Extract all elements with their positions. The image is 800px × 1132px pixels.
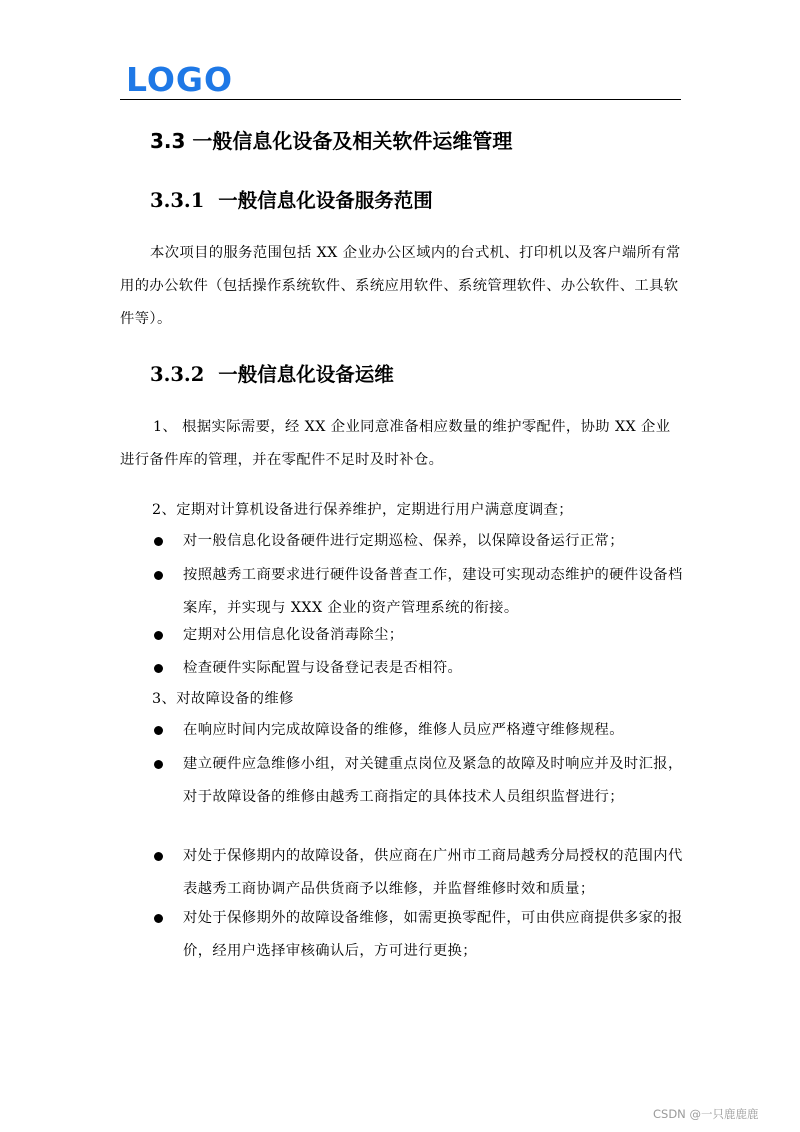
list-item: 按照越秀工商要求进行硬件设备普查工作，建设可实现动态维护的硬件设备档案库，并实现与 XXX 企业的资产管理系统的衔接。 bbox=[183, 567, 683, 616]
subsection-2-heading bbox=[150, 360, 394, 390]
bullet-icon bbox=[154, 537, 163, 546]
list-item: 在响应时间内完成故障设备的维修，维修人员应严格遵守维修规程。 bbox=[183, 722, 624, 738]
list-item: 对处于保修期外的故障设备维修，如需更换零配件，可由供应商提供多家的报价，经用户选择审核确认后，方可进行更换； bbox=[183, 910, 683, 959]
list-item: 定期对公用信息化设备消毒除尘； bbox=[183, 627, 404, 643]
header-divider bbox=[120, 99, 681, 100]
scope-paragraph: 本次项目的服务范围包括 XX 企业办公区域内的台式机、打印机以及客户端所有常用的办公软件（包括操作系统软件、系统应用软件、系统管理软件、办公软件、工具软件等）。 bbox=[120, 245, 681, 327]
list-item: 检查硬件实际配置与设备登记表是否相符。 bbox=[183, 660, 463, 676]
item-3-heading: 3、对故障设备的维修 bbox=[152, 691, 294, 707]
list-item: 对处于保修期内的故障设备，供应商在广州市工商局越秀分局授权的范围内代表越秀工商协调产品供货商予以维修，并监督维修时效和质量； bbox=[183, 848, 683, 897]
subsection-2-number: 3.3.2 bbox=[150, 363, 205, 386]
bullet-icon bbox=[154, 852, 163, 861]
item-1-paragraph: 1、 根据实际需要，经 XX 企业同意准备相应数量的维护零配件，协助 XX 企业进行备件库的管理，并在零配件不足时及时补仓。 bbox=[120, 419, 671, 468]
watermark: CSDN @一只鹿鹿鹿 bbox=[653, 1107, 759, 1121]
bullet-icon bbox=[154, 664, 163, 673]
section-title: 3.3 一般信息化设备及相关软件运维管理 bbox=[150, 129, 513, 153]
list-item: 建立硬件应急维修小组，对关键重点岗位及紧急的故障及时响应并及时汇报，对于故障设备的维修由越秀工商指定的具体技术人员组织监督进行； bbox=[183, 756, 683, 805]
subsection-2-title: 一般信息化设备运维 bbox=[218, 363, 394, 386]
subsection-1-heading bbox=[150, 186, 433, 216]
subsection-1-title: 一般信息化设备服务范围 bbox=[218, 189, 433, 212]
logo: LOGO bbox=[126, 60, 234, 99]
bullet-icon bbox=[154, 571, 163, 580]
item-2-heading: 2、定期对计算机设备进行保养维护，定期进行用户满意度调查； bbox=[152, 502, 574, 518]
list-item: 对一般信息化设备硬件进行定期巡检、保养，以保障设备运行正常； bbox=[183, 533, 624, 549]
bullet-icon bbox=[154, 631, 163, 640]
subsection-1-number: 3.3.1 bbox=[150, 189, 205, 212]
bullet-icon bbox=[154, 914, 163, 923]
bullet-icon bbox=[154, 760, 163, 769]
bullet-icon bbox=[154, 726, 163, 735]
